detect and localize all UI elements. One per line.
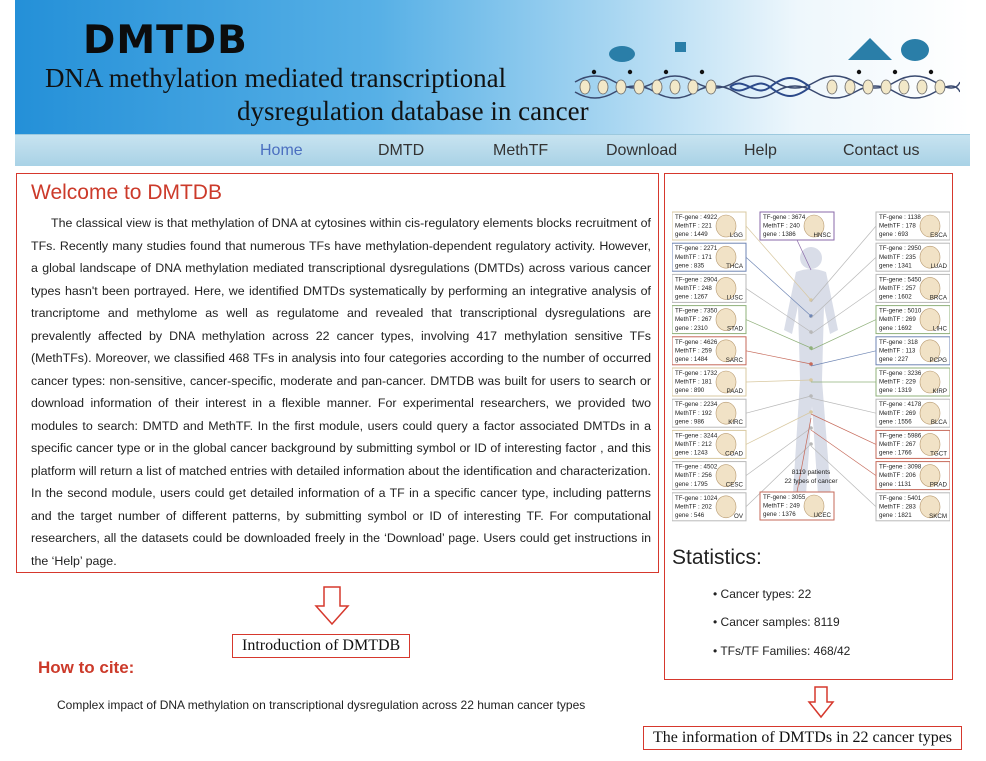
site-logo: DMTDB	[83, 18, 248, 63]
stat-cancer-types: • Cancer types: 22	[713, 587, 812, 601]
cancer-card-stat: MethTF : 192	[675, 409, 712, 417]
welcome-panel	[16, 173, 659, 573]
cancer-card-esca	[876, 212, 950, 240]
down-arrow-icon	[314, 586, 350, 626]
cancer-card-stat: TF-gene : 5450	[879, 276, 922, 284]
cancer-card-stat: TF-gene : 5010	[879, 307, 922, 315]
cancer-card-stat: gene : 1821	[879, 512, 912, 519]
figure-center-label	[784, 469, 838, 485]
cancer-card-stat: TF-gene : 2271	[675, 245, 718, 253]
cite-title: How to cite:	[38, 658, 135, 677]
cancer-card-stat: gene : 835	[675, 262, 705, 270]
dna-illustration-icon	[570, 20, 960, 128]
cancer-card-stat: MethTF : 248	[675, 285, 712, 292]
cancer-card-stat: MethTF : 267	[675, 316, 712, 324]
cancer-card-stat: TF-gene : 4922	[675, 214, 718, 221]
cancer-card-code: CESC	[725, 481, 743, 489]
cancer-card-stat: MethTF : 181	[675, 378, 712, 386]
cancer-card-stat: MethTF : 171	[675, 253, 712, 261]
cancer-card-stat: MethTF : 269	[879, 409, 916, 417]
cancer-card-stat: TF-gene : 4502	[675, 463, 718, 471]
cancer-card-stat: gene : 1376	[763, 511, 796, 519]
cancer-card-stat: MethTF : 221	[675, 222, 712, 230]
cancer-card-stat: MethTF : 113	[879, 347, 916, 355]
cancer-card-stat: TF-gene : 5986	[879, 432, 922, 440]
main-nav	[15, 134, 970, 166]
nav-item-dmtd[interactable]: DMTD	[378, 142, 425, 159]
cancer-types-figure	[672, 210, 950, 530]
cancer-card-tgct	[876, 430, 950, 458]
nav-item-home[interactable]: Home	[260, 142, 303, 159]
cancer-card-stat: gene : 693	[879, 231, 909, 239]
info-callout: The information of DMTDs in 22 cancer types	[643, 726, 962, 750]
nucleosome-beads	[580, 80, 945, 94]
cancer-card-prad	[876, 462, 950, 490]
cancer-card-stat: TF-gene : 3055	[763, 494, 806, 501]
cancer-card-stat: gene : 1556	[879, 418, 912, 426]
cancer-card-stat: TF-gene : 4626	[675, 338, 718, 346]
cancer-card-code: THCA	[726, 263, 743, 271]
cancer-card-code: KIRC	[728, 419, 743, 427]
cancer-card-stat: gene : 986	[675, 418, 705, 426]
cancer-card-stat: MethTF : 229	[879, 378, 916, 386]
cancer-card-ucec	[760, 492, 834, 520]
site-banner	[15, 0, 970, 134]
cancer-card-sarc	[672, 337, 746, 365]
cancer-card-stat: gene : 2310	[675, 324, 708, 332]
nav-item-download[interactable]: Download	[606, 142, 678, 159]
cancer-card-stat: gene : 1243	[675, 449, 708, 457]
nav-item-contact-us[interactable]: Contact us	[843, 142, 920, 159]
cancer-card-stat: TF-gene : 3674	[763, 214, 806, 221]
organ-icon	[716, 496, 736, 518]
nav-item-help[interactable]: Help	[744, 142, 777, 159]
cancer-card-stat: TF-gene : 2950	[879, 245, 922, 253]
cancer-card-code: BRCA	[929, 294, 947, 302]
intro-callout: Introduction of DMTDB	[232, 634, 410, 658]
cancer-card-stat: gene : 1386	[763, 231, 796, 239]
cancer-card-stat: MethTF : 240	[763, 222, 800, 230]
dna-helix-center	[730, 78, 810, 96]
cancer-card-stat: MethTF : 256	[675, 472, 712, 480]
cancer-card-stat: TF-gene : 3098	[879, 463, 922, 471]
cancer-card-code: UCEC	[813, 512, 831, 519]
welcome-title: Welcome to DMTDB	[31, 181, 222, 204]
cancer-card-code: ESCA	[930, 232, 947, 239]
cancer-card-code: PCPG	[929, 356, 947, 364]
cancer-card-stat: TF-gene : 4178	[879, 401, 922, 409]
cancer-card-code: SARC	[725, 356, 743, 364]
cancer-card-stat: TF-gene : 1732	[675, 370, 718, 377]
cancer-card-code: LIHC	[932, 325, 947, 333]
center-label-patients: 8119 patients	[791, 469, 831, 476]
cancer-card-code: LGG	[729, 232, 743, 239]
cancer-card-stat: TF-gene : 5401	[879, 494, 922, 502]
cancer-card-stat: gene : 1267	[675, 293, 708, 301]
organ-dot	[809, 410, 813, 414]
cancer-card-stat: TF-gene : 1138	[879, 214, 921, 221]
cancer-card-stat: gene : 1795	[675, 480, 708, 488]
transcription-factors	[609, 38, 929, 62]
cancer-card-code: HNSC	[813, 232, 831, 239]
cancer-card-brca	[876, 274, 950, 302]
cancer-card-stat: TF-gene : 3244	[675, 432, 718, 440]
cancer-card-blca	[876, 399, 950, 427]
nav-item-methtf[interactable]: MethTF	[493, 142, 549, 159]
cancer-card-cesc	[672, 462, 746, 490]
cancer-card-paad	[672, 368, 746, 396]
organ-dot	[809, 378, 813, 382]
cancer-card-stat: TF-gene : 1024	[675, 494, 718, 502]
cancer-card-stat: gene : 546	[675, 512, 705, 519]
down-arrow-icon	[807, 686, 835, 719]
cancer-card-code: PRAD	[929, 481, 947, 489]
organ-dot	[809, 394, 813, 398]
site-subtitle-line2: dysregulation database in cancer	[237, 96, 589, 126]
cancer-card-stat: TF-gene : 2234	[675, 401, 718, 409]
cancer-card-stat: gene : 1449	[675, 231, 708, 239]
cancer-card-stat: gene : 1602	[879, 293, 912, 301]
cancer-card-stat: gene : 1341	[879, 262, 912, 270]
cancer-card-code: LUSC	[726, 294, 743, 302]
cancer-card-code: KIRP	[932, 388, 947, 395]
site-subtitle-line1: DNA methylation mediated transcriptional	[45, 63, 507, 93]
methylation-marks	[592, 70, 933, 74]
cancer-card-stat: TF-gene : 318	[879, 338, 918, 346]
cancer-card-stat: gene : 1319	[879, 387, 912, 395]
cancer-card-code: LUAD	[930, 263, 947, 271]
cancer-card-kirp	[876, 368, 950, 396]
statistics-title: Statistics:	[672, 546, 762, 569]
cancer-card-hnsc	[760, 212, 834, 240]
cancer-card-luad	[876, 243, 950, 271]
cancer-card-kirc	[672, 399, 746, 427]
cancer-card-stat: MethTF : 267	[879, 441, 916, 448]
cancer-card-lihc	[876, 306, 950, 334]
welcome-text: The classical view is that methylation of DNA at cytosines within cis-regulatory elements blocks recruitment of TFs. Recently many studies found that numerous TFs have methylation-dependent regulatory activity. However, a global landscape of DNA methylation mediated transcriptional dysregulations (DMTDs) across various cancer types hasn't been portrayed. Here, we identified DMTDs systematically by performing an integrative analysis of trancriptome and methylome as well as regulatome and revealed that transcriptional dysregulations are prevalently affected by DNA methylation across 22 cancer types, involving 417 methylation sensitive TFs (MethTFs). Moreover, we classified 468 TFs in analysis into four categories according to the number of occurred cancer types: non-sensitive, cancer-specific, moderate and pan-cancer. DMTDB was built for users to search or download information of their interest in a flexible manner. For experimental researchers, we provided two modules to search: DMTD and MethTF. In the first module, users could query a factor associated DMTDs in a specific cancer type or in the global cancer background by submitting symbol or ID of interesting factor , and this platform will return a list of matched entries with detailed information about the identification and characterization. In the second module, users could get detailed information of a TF in a specific cancer type, including patterns and the target number of different patterns, by submitting symbol or ID of interesting TF. For computational researchers, all the datasets could be downloaded freely in the ‘Download’ page. Users could get instructions in the ‘Help’ page.	[31, 216, 651, 568]
cancer-card-stat: MethTF : 206	[879, 472, 916, 480]
cancer-card-stat: TF-gene : 7350	[675, 307, 718, 315]
cancer-card-code: OV	[734, 512, 743, 520]
cancer-card-coad	[672, 430, 746, 458]
cancer-card-thca	[672, 243, 746, 271]
organ-dot	[809, 442, 813, 446]
cancer-card-stat: gene : 1766	[879, 449, 912, 457]
cancer-card-stat: MethTF : 283	[879, 503, 916, 511]
cancer-card-stat: TF-gene : 3236	[879, 370, 922, 377]
cancer-card-lgg	[672, 212, 746, 240]
stat-cancer-samples: • Cancer samples: 8119	[713, 615, 840, 629]
cancer-card-stat: MethTF : 269	[879, 316, 916, 324]
cancer-card-lusc	[672, 274, 746, 302]
cancer-overview-panel	[664, 173, 953, 680]
cancer-card-code: STAD	[726, 325, 743, 333]
cancer-card-stat: TF-gene : 2904	[675, 276, 718, 284]
cancer-card-stat: gene : 1484	[675, 356, 708, 363]
cancer-card-pcpg	[876, 337, 950, 365]
cancer-card-stat: MethTF : 202	[675, 503, 712, 511]
cancer-card-stat: MethTF : 212	[675, 441, 712, 448]
center-label-cancer-types: 22 types of cancer	[784, 478, 838, 485]
cancer-card-code: TGCT	[930, 450, 947, 458]
cancer-card-code: BLCA	[930, 419, 947, 427]
stat-tf-families: • TFs/TF Families: 468/42	[713, 644, 851, 658]
cancer-card-stat: MethTF : 257	[879, 285, 916, 292]
cancer-card-stat: MethTF : 178	[879, 222, 916, 230]
cancer-card-stat: gene : 1131	[879, 480, 912, 488]
organ-dot	[809, 362, 813, 366]
cancer-card-stat: gene : 1692	[879, 324, 912, 332]
cancer-card-stad	[672, 306, 746, 334]
cancer-card-code: COAD	[725, 450, 743, 458]
cancer-card-stat: gene : 890	[675, 387, 705, 395]
cancer-card-stat: gene : 227	[879, 356, 909, 363]
cancer-card-stat: MethTF : 259	[675, 347, 712, 355]
cancer-card-ov	[672, 493, 746, 521]
cancer-card-stat: MethTF : 235	[879, 253, 916, 261]
cancer-card-code: PAAD	[726, 388, 743, 395]
organ-dot	[809, 426, 813, 430]
cite-text: Complex impact of DNA methylation on transcriptional dysregulation across 22 human cancer types	[57, 698, 586, 712]
cancer-card-stat: MethTF : 249	[763, 502, 800, 510]
cancer-card-skcm	[876, 493, 950, 521]
cancer-card-code: SKCM	[929, 512, 947, 520]
